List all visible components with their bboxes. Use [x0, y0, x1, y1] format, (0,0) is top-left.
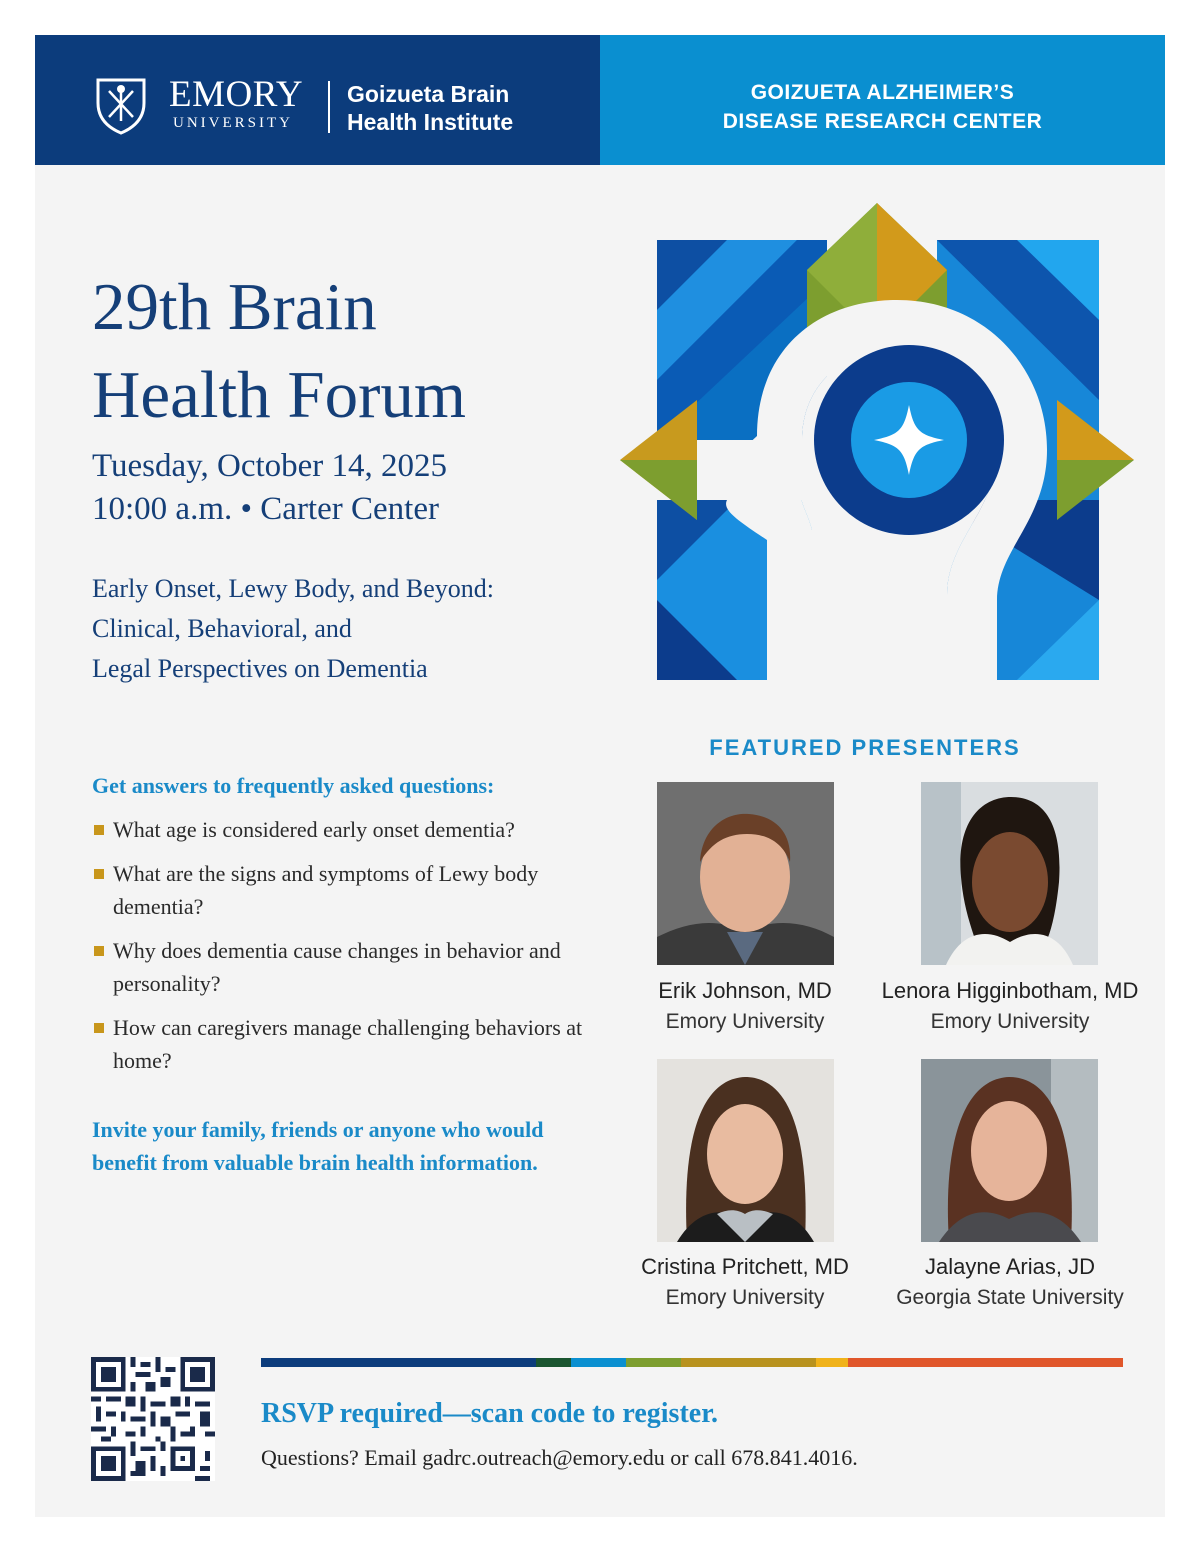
contact-info: Questions? Email gadrc.outreach@emory.edu or call 678.841.4016. [261, 1445, 858, 1470]
bullet-square-icon [94, 946, 104, 956]
faq-item-text: How can caregivers manage challenging behaviors at home? [113, 1015, 583, 1073]
presenter-name: Cristina Pritchett, MD [641, 1254, 849, 1279]
university-wordmark: EMORY [169, 74, 304, 115]
presenter-name: Jalayne Arias, JD [925, 1254, 1095, 1279]
bullet-square-icon [94, 825, 104, 835]
faq-heading: Get answers to frequently asked questions: [92, 773, 495, 798]
event-time-location: 10:00 a.m. • Carter Center [92, 491, 439, 527]
presenter-affiliation: Emory University [665, 1286, 825, 1309]
featured-presenters-heading: FEATURED PRESENTERS [709, 735, 1021, 760]
event-title [92, 263, 466, 439]
event-subtitle-line2: Clinical, Behavioral, and [92, 614, 352, 643]
bullet-square-icon [94, 869, 104, 879]
faq-item-text: What age is considered early onset dementia? [113, 817, 515, 842]
registration-qr-code[interactable] [91, 1357, 215, 1481]
faq-item-text: What are the signs and symptoms of Lewy body dementia? [113, 861, 539, 919]
presenter-affiliation: Emory University [930, 1010, 1090, 1033]
header-right-panel [600, 35, 1165, 165]
faq-item-text: Why does dementia cause changes in behavior and personality? [113, 938, 561, 996]
presenter-name: Erik Johnson, MD [658, 978, 832, 1003]
faq-list [92, 813, 602, 1088]
rsvp-callout: RSVP required—scan code to register. [261, 1398, 719, 1429]
center-name-line2: DISEASE RESEARCH CENTER [722, 110, 1043, 133]
header-left-panel [35, 35, 600, 165]
presenter-photo-lenora-higginbotham [921, 782, 1098, 965]
faq-item [92, 813, 602, 846]
event-subtitle-line1: Early Onset, Lewy Body, and Beyond: [92, 574, 494, 603]
institute-name-line2: Health Institute [347, 109, 514, 135]
event-title-line1: 29th Brain [92, 270, 377, 344]
event-title-line2: Health Forum [92, 358, 467, 432]
color-stripe-divider [261, 1358, 1123, 1367]
event-date: Tuesday, October 14, 2025 [92, 448, 448, 484]
flyer [35, 35, 1165, 1517]
bullet-square-icon [94, 1023, 104, 1033]
event-subtitle-line3: Legal Perspectives on Dementia [92, 654, 428, 683]
faq-item [92, 857, 602, 923]
event-datetime [92, 445, 447, 531]
faq-item [92, 1011, 602, 1077]
header-divider [328, 81, 330, 133]
presenter-affiliation: Emory University [665, 1010, 825, 1033]
brain-health-head-logo [617, 200, 1137, 680]
presenter-photo-jalayne-arias [921, 1059, 1098, 1242]
presenter-name: Lenora Higginbotham, MD [881, 978, 1139, 1003]
research-center-name [600, 78, 1165, 136]
faq-item [92, 934, 602, 1000]
institute-name-line1: Goizueta Brain [347, 81, 510, 107]
presenter-photo-cristina-pritchett [657, 1059, 834, 1242]
center-name-line1: GOIZUETA ALZHEIMER’S [750, 81, 1015, 104]
institute-name [347, 80, 513, 136]
presenter-photo-erik-johnson [657, 782, 834, 965]
event-subtitle [92, 569, 494, 689]
university-subtext: UNIVERSITY [173, 115, 293, 131]
emory-shield-icon [95, 77, 147, 135]
invite-text: Invite your family, friends or anyone who would benefit from valuable brain health information. [92, 1117, 544, 1175]
presenter-affiliation: Georgia State University [896, 1286, 1124, 1309]
